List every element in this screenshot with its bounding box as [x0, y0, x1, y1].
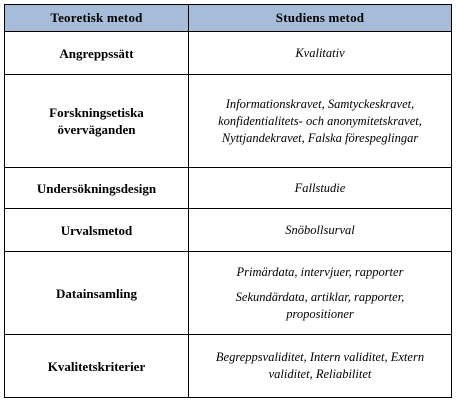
row-value-sampling — [189, 209, 452, 252]
row-label-ethics — [5, 75, 189, 168]
row-value-data-collection — [189, 252, 452, 335]
secondary-data-paragraph — [197, 289, 443, 323]
value-line: Informationskravet, Samtyckeskravet, — [225, 96, 415, 111]
header-row — [5, 5, 452, 32]
label-line: Forskningsetiska — [49, 105, 144, 120]
row-label-approach: Angreppssätt — [5, 32, 189, 75]
row-label-data-collection: Datainsamling — [5, 252, 189, 335]
value-line: Sekundärdata, artiklar, rapporter, — [235, 289, 405, 304]
value-line: Kvalitativ — [295, 45, 345, 60]
header-theoretical-method: Teoretisk metod — [5, 5, 189, 32]
value-line: propositioner — [286, 306, 354, 321]
table-body — [5, 32, 452, 398]
table-row — [5, 32, 452, 75]
table-row — [5, 209, 452, 252]
table-row — [5, 75, 452, 168]
value-line: Snöbollsurval — [285, 222, 355, 237]
value-line: validitet, Reliabilitet — [268, 367, 372, 381]
method-comparison-table — [4, 4, 452, 398]
table-header — [5, 5, 452, 32]
row-value-ethics — [189, 75, 452, 168]
row-label-quality-criteria: Kvalitetskriterier — [5, 335, 189, 398]
value-line: Primärdata, intervjuer, rapporter — [236, 264, 404, 279]
row-value-design — [189, 168, 452, 209]
label-line: överväganden — [57, 122, 136, 137]
row-label-sampling: Urvalsmetod — [5, 209, 189, 252]
value-line: Fallstudie — [294, 180, 346, 195]
table-row — [5, 335, 452, 398]
value-line: Begreppsvaliditet, Intern validitet, Extern — [215, 350, 425, 364]
value-line: Nyttjandekravet, Falska förespeglingar — [221, 130, 419, 145]
primary-data-paragraph — [197, 264, 443, 281]
value-line: konfidentialitets- och anonymitetskravet, — [218, 113, 422, 128]
row-label-design: Undersökningsdesign — [5, 168, 189, 209]
table-row — [5, 252, 452, 335]
row-value-approach — [189, 32, 452, 75]
header-study-method: Studiens metod — [189, 5, 452, 32]
table-row — [5, 168, 452, 209]
row-value-quality-criteria — [189, 335, 452, 398]
